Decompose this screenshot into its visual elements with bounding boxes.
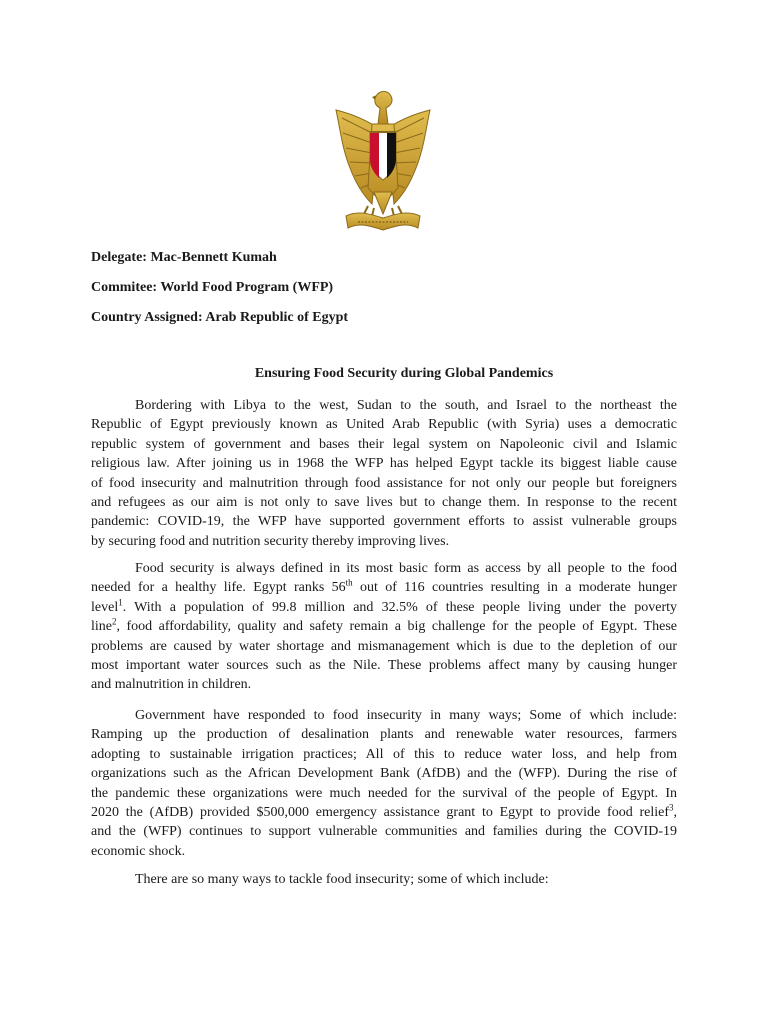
country-line: Country Assigned: Arab Republic of Egypt [91, 310, 349, 325]
p3-line: adopting to sustainable irrigation practices; All of this to reduce water loss, and help from [91, 746, 677, 762]
delegate-line: Delegate: Mac-Bennett Kumah [91, 250, 277, 265]
p1-line: and refugees as our aim is not only to save lives but to change them. In response to the recent [91, 495, 677, 511]
footnote-superscript: 1 [118, 597, 123, 608]
p3-text: , [673, 805, 677, 821]
p1-line: pandemic: COVID-19, the WFP have supported government efforts to assist vulnerable groups [91, 514, 677, 530]
footnote-superscript: th [345, 577, 353, 588]
footnote-superscript: 3 [669, 802, 674, 813]
p1-line: republic system of government and bases their legal system on Napoleonic civil and Islamic [91, 436, 677, 452]
p2-text: needed for a healthy life. Egypt ranks 56 [91, 580, 346, 596]
p2-text: line [91, 619, 112, 635]
p3-line: and the (WFP) continues to support vulnerable communities and families during the COVID-19 [91, 824, 677, 840]
p3-line: organizations such as the African Development Bank (AfDB) and the (WFP). During the rise of [91, 766, 677, 782]
p1-line: Republic of Egypt previously known as United Arab Republic (with Syria) uses a democratic [91, 417, 677, 433]
p2-line: most important water sources such as the Nile. These problems affect many by causing hunger [91, 658, 677, 674]
p2-line: problems are caused by water shortage and mismanagement which is due to the depletion of our [91, 638, 677, 654]
p1-line: of food insecurity and malnutrition through food assistance for not only our people but foreigners [91, 475, 677, 491]
paragraph-3 [91, 706, 677, 861]
p3-line: Government have responded to food insecurity in many ways; Some of which include: [135, 708, 677, 723]
p2-line [91, 617, 677, 636]
scroll-banner [346, 213, 420, 230]
p4-line: There are so many ways to tackle food insecurity; some of which include: [135, 872, 549, 887]
p2-line [91, 598, 677, 617]
p2-line: Food security is always defined in its most basic form as access by all people to the food [135, 561, 677, 576]
p2-text: , food affordability, quality and safety remain a big challenge for the people of Egypt. These [116, 619, 677, 635]
footnote-superscript: 2 [112, 616, 117, 627]
p1-line: Bordering with Libya to the west, Sudan to the south, and Israel to the northeast the [135, 398, 677, 413]
p3-line: Ramping up the production of desalination plants and renewable water resources, farmers [91, 727, 677, 743]
egypt-coat-of-arms-emblem [328, 88, 438, 238]
p3-line: the pandemic these organizations were much needed for the survival of the people of Egypt. In [91, 785, 677, 801]
p2-text: level [91, 599, 119, 615]
document-title: Ensuring Food Security during Global Pandemics [254, 366, 554, 381]
p3-text: 2020 the (AfDB) provided $500,000 emergency assistance grant to Egypt to provide food relief [91, 805, 669, 821]
committee-line: Commitee: World Food Program (WFP) [91, 280, 334, 295]
paragraph-1 [91, 396, 677, 551]
paragraph-2 [91, 559, 677, 695]
p1-line: religious law. After joining us in 1968 the WFP has helped Egypt tackle its biggest liable cause [91, 456, 677, 472]
eagle-head [375, 92, 392, 125]
p2-text: . With a population of 99.8 million and 32.5% of these people living under the poverty [122, 599, 677, 615]
p2-line [91, 578, 677, 597]
p2-line: and malnutrition in children. [91, 677, 252, 693]
paragraph-4 [91, 870, 677, 889]
p3-line: economic shock. [91, 843, 186, 859]
p3-line [91, 803, 677, 822]
p1-line: by securing food and nutrition security thereby improving lives. [91, 533, 450, 549]
p2-text: out of 116 countries resulting in a moderate hunger [352, 580, 678, 596]
